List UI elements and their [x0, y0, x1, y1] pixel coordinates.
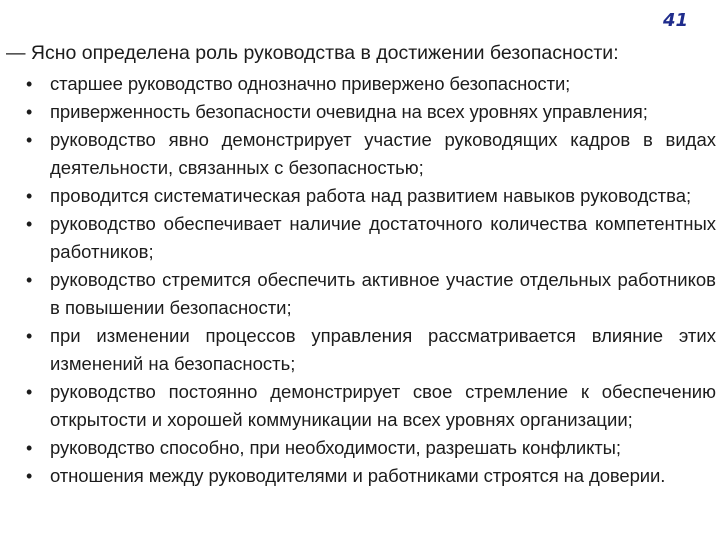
list-item — [20, 98, 716, 126]
list-item-text: руководство постоянно демонстрирует свое стремление к обеспечению открытости и хорошей коммуникации на всех уровнях организации; — [50, 381, 716, 430]
list-item — [20, 126, 716, 182]
bullet-icon: • — [26, 186, 33, 206]
list-item-text: руководство обеспечивает наличие достаточного количества компетентных работников; — [50, 213, 716, 262]
list-item — [20, 378, 716, 434]
bullet-icon: • — [26, 102, 33, 122]
list-item-text: руководство способно, при необходимости, разрешать конфликты; — [50, 437, 621, 458]
bullet-icon: • — [26, 466, 33, 486]
bullet-icon: • — [26, 74, 33, 94]
bullet-icon: • — [26, 270, 33, 290]
list-item-text: руководство стремится обеспечить активное участие отдельных работников в повышении безопасности; — [50, 269, 716, 318]
list-item — [20, 70, 716, 98]
bullet-icon: • — [26, 438, 33, 458]
list-item — [20, 266, 716, 322]
bullet-icon: • — [26, 382, 33, 402]
list-item-text: отношения между руководителями и работниками строятся на доверии. — [50, 465, 666, 486]
list-item — [20, 434, 716, 462]
section-heading: — Ясно определена роль руководства в достижении безопасности: — [6, 42, 619, 64]
bullet-list — [20, 70, 716, 490]
list-item-text: приверженность безопасности очевидна на всех уровнях управления; — [50, 101, 648, 122]
list-item-text: при изменении процессов управления рассматривается влияние этих изменений на безопасность; — [50, 325, 716, 374]
list-item-text: руководство явно демонстрирует участие руководящих кадров в видах деятельности, связанных с безопасностью; — [50, 129, 716, 178]
list-item-text: проводится систематическая работа над развитием навыков руководства; — [50, 185, 692, 206]
list-item — [20, 182, 716, 210]
list-item — [20, 210, 716, 266]
list-item-text: старшее руководство однозначно привержено безопасности; — [50, 73, 571, 94]
list-item — [20, 322, 716, 378]
list-item — [20, 462, 716, 490]
page-number: 41 — [662, 10, 688, 31]
bullet-icon: • — [26, 214, 33, 234]
bullet-icon: • — [26, 326, 33, 346]
bullet-icon: • — [26, 130, 33, 150]
